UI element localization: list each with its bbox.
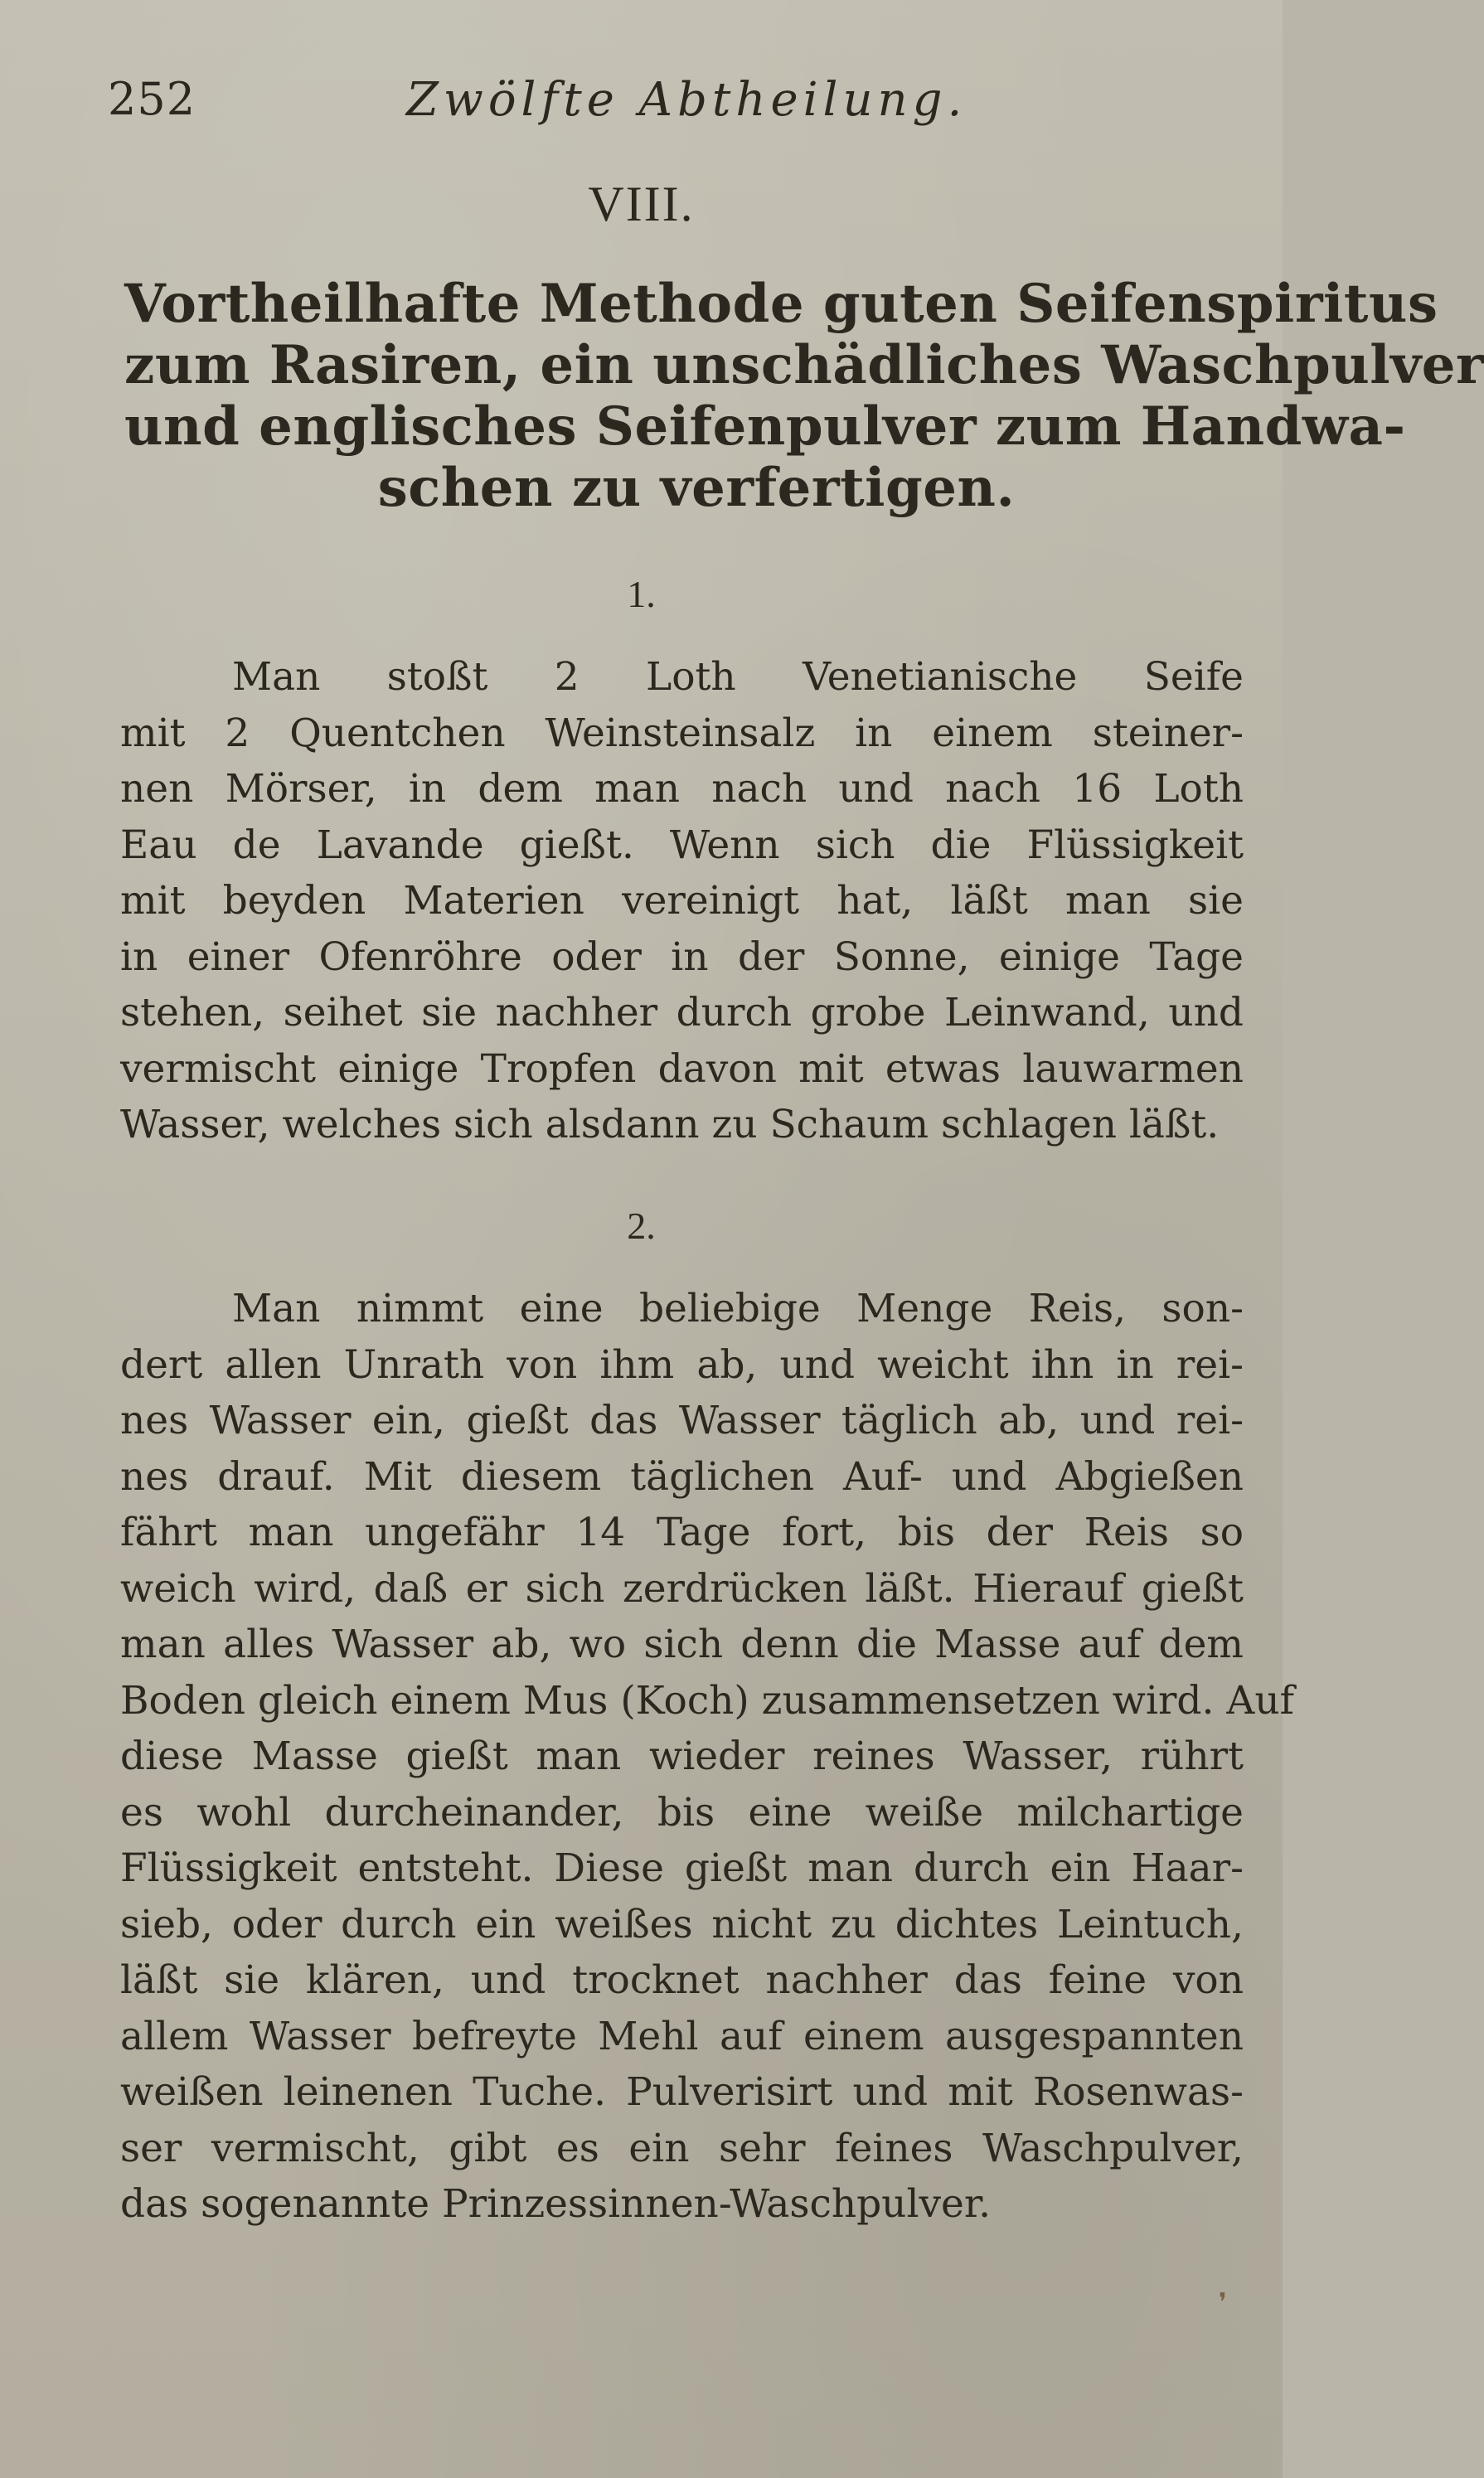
text-line: das sogenannte Prinzessinnen-Waschpulver. [120, 2181, 992, 2227]
running-title: Zwölfte Abtheilung. [406, 73, 968, 127]
paragraph [120, 1281, 1294, 2233]
page-header [108, 73, 1186, 148]
title-line: zum Rasiren, ein unschädliches Waschpulver [124, 334, 1484, 396]
paragraph [120, 649, 1244, 1153]
title-line: schen zu verfertigen. [377, 457, 1016, 519]
text-line: läßt sie klären, und trocknet nachher das feine von [120, 1957, 1244, 2003]
text-line: mit 2 Quentchen Weinsteinsalz in einem steiner- [120, 710, 1244, 756]
page-number: 252 [108, 73, 196, 125]
text-line: sieb, oder durch ein weißes nicht zu dichtes Leintuch, [120, 1901, 1244, 1947]
text-line: nen Mörser, in dem man nach und nach 16 Loth [120, 766, 1244, 812]
text-line: vermischt einige Tropfen davon mit etwas lauwarmen [120, 1045, 1244, 1092]
text-line: es wohl durcheinander, bis eine weiße milchartige [120, 1789, 1244, 1835]
text-line: Wasser, welches sich alsdann zu Schaum schlagen läßt. [120, 1102, 1220, 1147]
text-line: Man nimmt eine beliebige Menge Reis, son- [232, 1286, 1244, 1331]
title-line: Vortheilhafte Methode guten Seifenspiritus [124, 273, 1438, 335]
text-line: diese Masse gießt man wieder reines Wasser, rührt [120, 1734, 1244, 1779]
text-line: ser vermischt, gibt es ein sehr feines Waschpulver, [120, 2125, 1244, 2171]
ink-stain: ❜ [1219, 2288, 1227, 2317]
section-title [124, 273, 1484, 519]
text-line: in einer Ofenröhre oder in der Sonne, einige Tage [120, 933, 1244, 980]
title-line: und englisches Seifenpulver zum Handwa- [124, 395, 1406, 458]
text-line: man alles Wasser ab, wo sich denn die Masse auf dem [120, 1622, 1244, 1667]
text-line: Boden gleich einem Mus (Koch) zusammensetzen wird. Auf [120, 1677, 1294, 1724]
text-line: nes drauf. Mit diesem täglichen Auf- und Abgießen [120, 1453, 1244, 1500]
text-line: allem Wasser befreyte Mehl auf einem ausgespannten [120, 2013, 1244, 2059]
subsection-number: 2. [627, 1205, 656, 1247]
text-line: fährt man ungefähr 14 Tage fort, bis der Reis so [120, 1510, 1244, 1555]
text-line: nes Wasser ein, gießt das Wasser täglich ab, und rei- [120, 1398, 1244, 1443]
text-line: dert allen Unrath von ihm ab, und weicht ihn in rei- [120, 1341, 1244, 1388]
text-line: weißen leinenen Tuche. Pulverisirt und mit Rosenwas- [120, 2069, 1244, 2115]
text-line: weich wird, daß er sich zerdrücken läßt. Hierauf gießt [120, 1565, 1244, 1612]
text-line: mit beyden Materien vereinigt hat, läßt man sie [120, 878, 1244, 924]
text-line: Man stoßt 2 Loth Venetianische Seife [232, 654, 1244, 700]
section-number: VIII. [588, 177, 695, 231]
subsection-number: 1. [627, 573, 656, 615]
text-line: Eau de Lavande gießt. Wenn sich die Flüssigkeit [120, 822, 1244, 868]
text-line: stehen, seihet sie nachher durch grobe Leinwand, und [120, 990, 1244, 1035]
text-line: Flüssigkeit entsteht. Diese gießt man durch ein Haar- [120, 1845, 1244, 1891]
